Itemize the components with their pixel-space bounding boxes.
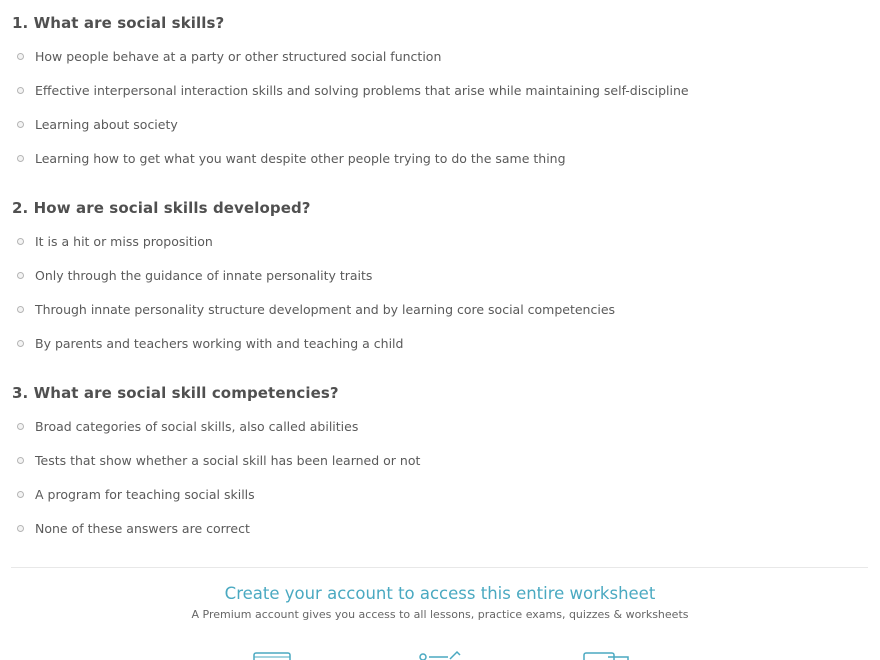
- question-title: 3. What are social skill competencies?: [12, 384, 339, 402]
- answer-option[interactable]: [17, 451, 420, 469]
- video-lesson-icon: [252, 650, 294, 660]
- answer-label: Effective interpersonal interaction skills and solving problems that arise while maintaining self-discipline: [35, 82, 689, 98]
- answer-option[interactable]: [17, 519, 250, 537]
- answer-label: Learning about society: [35, 116, 178, 132]
- answer-option[interactable]: [17, 47, 441, 65]
- answer-label: A program for teaching social skills: [35, 486, 255, 502]
- question-title: 2. How are social skills developed?: [12, 199, 311, 217]
- answer-option[interactable]: [17, 149, 566, 167]
- quiz-checklist-icon: [418, 650, 462, 660]
- answer-label: Broad categories of social skills, also called abilities: [35, 418, 359, 434]
- cta-title[interactable]: Create your account to access this entire worksheet: [224, 584, 656, 603]
- radio-button[interactable]: [17, 306, 24, 313]
- answer-label: Only through the guidance of innate personality traits: [35, 267, 373, 283]
- answer-label: Through innate personality structure development and by learning core social competencies: [35, 301, 616, 317]
- radio-button[interactable]: [17, 272, 24, 279]
- worksheet-cards-icon: [582, 650, 632, 660]
- answer-option[interactable]: [17, 115, 178, 133]
- answer-option[interactable]: [17, 266, 372, 284]
- question-title: 1. What are social skills?: [12, 14, 225, 32]
- radio-button[interactable]: [17, 525, 24, 532]
- radio-button[interactable]: [17, 53, 24, 60]
- answer-option[interactable]: [17, 334, 403, 352]
- answer-option[interactable]: [17, 81, 689, 99]
- radio-button[interactable]: [17, 423, 24, 430]
- radio-button[interactable]: [17, 121, 24, 128]
- cta-subtitle: A Premium account gives you access to all lessons, practice exams, quizzes & worksheets: [191, 608, 689, 621]
- radio-button[interactable]: [17, 491, 24, 498]
- radio-button[interactable]: [17, 87, 24, 94]
- answer-label: By parents and teachers working with and teaching a child: [35, 335, 404, 351]
- answer-option[interactable]: [17, 300, 615, 318]
- answer-option[interactable]: [17, 232, 213, 250]
- answer-label: How people behave at a party or other structured social function: [35, 48, 442, 64]
- section-divider: [11, 567, 868, 568]
- answer-label: None of these answers are correct: [35, 520, 250, 536]
- radio-button[interactable]: [17, 238, 24, 245]
- radio-button[interactable]: [17, 457, 24, 464]
- answer-option[interactable]: [17, 485, 255, 503]
- radio-button[interactable]: [17, 340, 24, 347]
- answer-label: It is a hit or miss proposition: [35, 233, 213, 249]
- answer-label: Tests that show whether a social skill has been learned or not: [35, 452, 421, 468]
- answer-label: Learning how to get what you want despite other people trying to do the same thing: [35, 150, 566, 166]
- radio-button[interactable]: [17, 155, 24, 162]
- answer-option[interactable]: [17, 417, 358, 435]
